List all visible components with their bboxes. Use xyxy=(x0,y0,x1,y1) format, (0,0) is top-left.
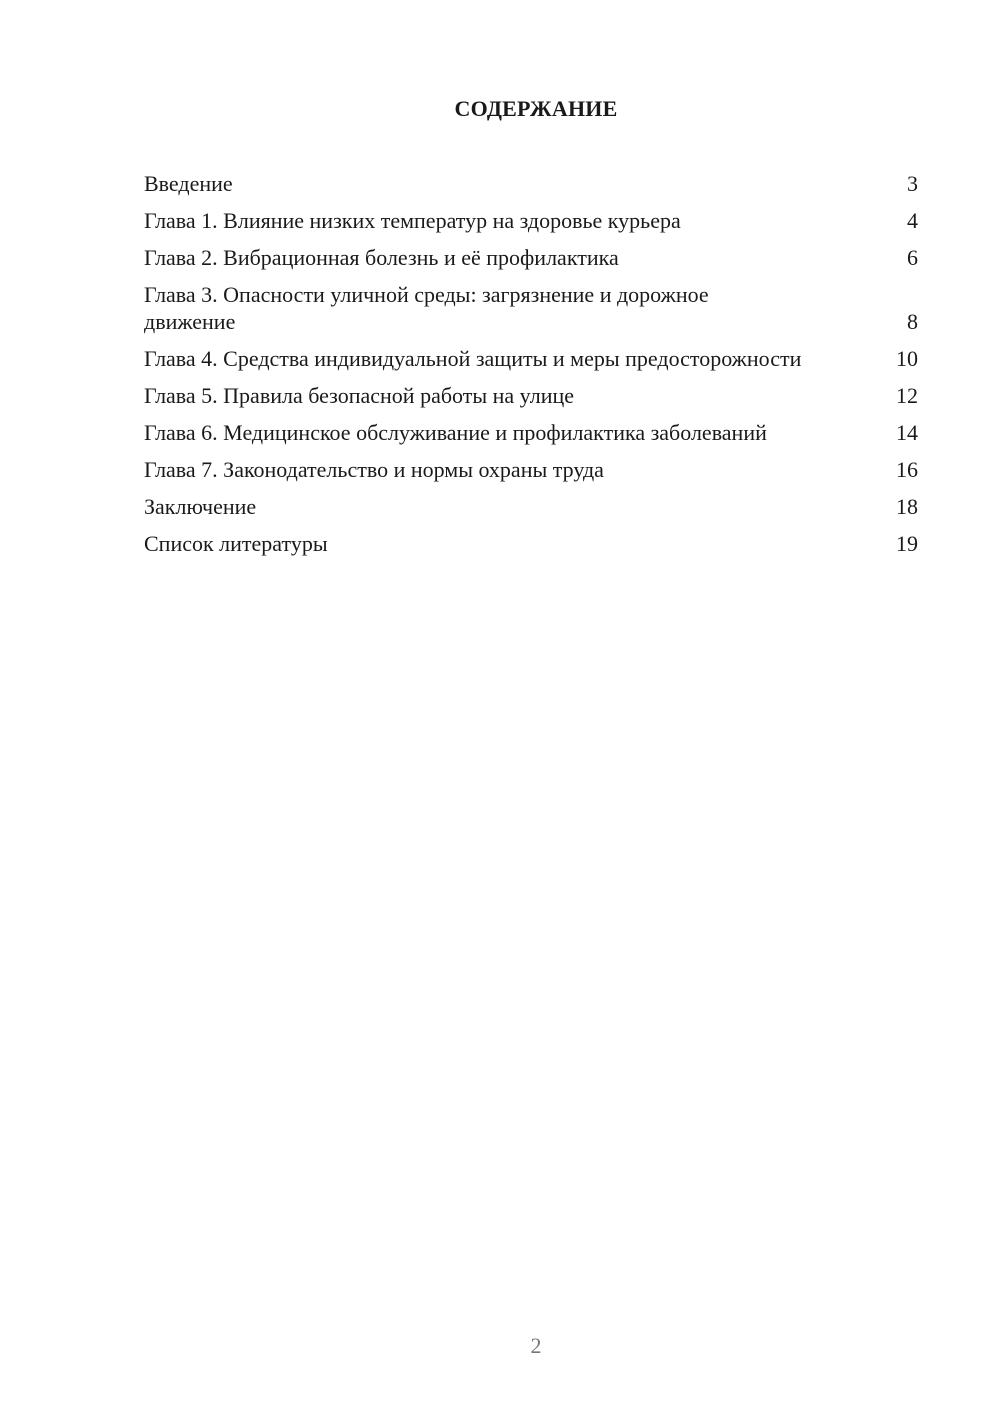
toc-entry[interactable] xyxy=(144,419,918,446)
table-of-contents xyxy=(144,170,918,567)
toc-entry-page: 19 xyxy=(896,531,918,556)
toc-entry-page: 14 xyxy=(896,420,918,445)
toc-entry-text: Глава 7. Законодательство и нормы охраны труда xyxy=(144,457,604,482)
toc-entry[interactable] xyxy=(144,493,918,520)
toc-entry[interactable] xyxy=(144,382,918,409)
toc-entry-text: Глава 5. Правила безопасной работы на улице xyxy=(144,383,574,408)
toc-entry[interactable] xyxy=(144,456,918,483)
toc-entry-text: Глава 6. Медицинское обслуживание и профилактика заболеваний xyxy=(144,420,767,445)
toc-entry-text: Глава 2. Вибрационная болезнь и её профилактика xyxy=(144,245,619,270)
toc-entry-page: 12 xyxy=(896,383,918,408)
toc-entry-text: Глава 1. Влияние низких температур на здоровье курьера xyxy=(144,208,681,233)
toc-entry-page: 18 xyxy=(896,494,918,519)
toc-entry-page: 6 xyxy=(907,245,918,270)
toc-entry[interactable] xyxy=(144,170,918,197)
toc-entry-text: Заключение xyxy=(144,494,257,519)
toc-entry-text: Глава 4. Средства индивидуальной защиты и меры предосторожности xyxy=(144,346,802,371)
toc-entry[interactable] xyxy=(144,244,918,271)
toc-entry-text: Глава 3. Опасности уличной среды: загрязнение и дорожное движение xyxy=(144,282,709,334)
toc-entry-text: Введение xyxy=(144,171,233,196)
toc-entry-page: 10 xyxy=(896,346,918,371)
toc-entry-page: 4 xyxy=(907,208,918,233)
toc-entry-page: 3 xyxy=(907,171,918,196)
toc-entry-page: 8 xyxy=(907,309,918,334)
toc-entry[interactable] xyxy=(144,345,918,372)
page-number: 2 xyxy=(530,1333,542,1358)
toc-entry[interactable] xyxy=(144,281,918,335)
page-title: СОДЕРЖАНИЕ xyxy=(454,96,618,121)
toc-entry[interactable] xyxy=(144,530,918,557)
toc-entry[interactable] xyxy=(144,207,918,234)
toc-entry-page: 16 xyxy=(896,457,918,482)
toc-entry-text: Список литературы xyxy=(144,531,328,556)
